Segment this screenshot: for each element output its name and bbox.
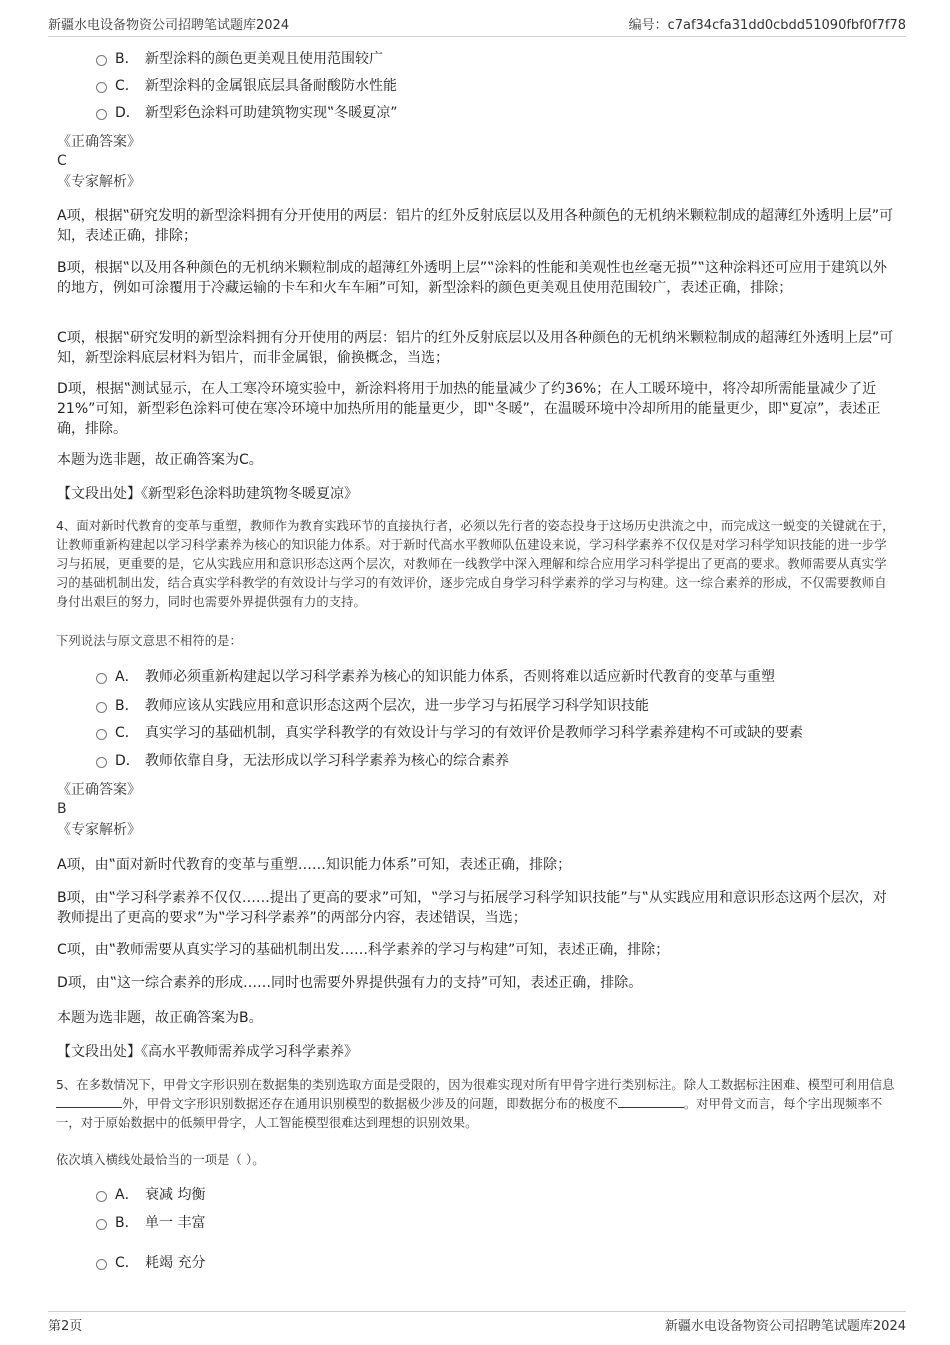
q3-conclusion: 本题为选非题，故正确答案为C。 [57, 452, 263, 468]
radio-icon[interactable] [96, 82, 107, 93]
q3-analysis-d: D项，根据‟测试显示，在人工寒冷环境实验中，新涂料将用于加热的能量减少了约36%；在人工暖环境中，将冷却所需能量减少了近21%”可知，新型彩色涂料可使在寒冷环境中加热所用的能量更少，即‟冬暖”，在温暖环境中冷却所用的能量更少，即‟夏凉”，表述正确，排除。 [57, 381, 881, 437]
footer-title: 新疆水电设备物资公司招聘笔试题库2024 [664, 1319, 906, 1334]
fill-blank-2 [618, 1095, 684, 1108]
q4-passage: 4、面对新时代教育的变革与重塑，教师作为教育实践环节的直接执行者，必须以先行者的姿态投身于这场历史洪流之中，而完成这一蜕变的关键就在于，让教师重新构建起以学习科学素养为核心的知识能力体系。对于新时代高水平教师队伍建设来说，学习科学素养不仅仅是对学习科学知识技能的进一步学习与拓展，更重要的是，它从实践应用和意识形态这两个层次，对教师在一线教学中深入理解和综合应用学习科学提出了更高的要求。教师需要从真实学习的基础机制出发，结合真实学科教学的有效设计与学习的有效评价，逐步完成自身学习科学素养的学习与构建。这一综合素养的形成，不仅需要教师自身付出艰巨的努力，同时也需要外界提供强有力的支持。 [56, 519, 895, 609]
fill-blank-1 [56, 1095, 122, 1108]
radio-icon[interactable] [96, 109, 107, 120]
radio-icon[interactable] [96, 55, 107, 66]
q4-option-b[interactable]: B． 教师应该从实践应用和意识形态这两个层次，进一步学习与拓展学习科学知识技能 [96, 697, 649, 715]
q3-answer: C [57, 153, 67, 169]
q3-option-d[interactable]: D． 新型彩色涂料可助建筑物实现‟冬暖夏凉” [96, 104, 398, 122]
page-header [48, 14, 906, 37]
q5-option-a[interactable]: A． 衰减 均衡 [96, 1186, 205, 1204]
q3-analysis-title: 《专家解析》 [57, 174, 141, 190]
q4-analysis-b: B项，由‟学习科学素养不仅仅……提出了更高的要求”可知，‟学习与拓展学习科学知识技能”与‟从实践应用和意识形态这两个层次，对教师提出了更高的要求”为‟学习科学素养”的两部分内容，表述错误，当选； [57, 890, 887, 926]
page-footer [48, 1311, 906, 1334]
radio-icon[interactable] [96, 757, 107, 768]
radio-icon[interactable] [96, 1191, 107, 1202]
q4-analysis-title: 《专家解析》 [57, 822, 141, 838]
q4-answer-title: 《正确答案》 [57, 782, 141, 798]
radio-icon[interactable] [96, 673, 107, 684]
q4-option-c[interactable]: C． 真实学习的基础机制，真实学科教学的有效设计与学习的有效评价是教师学习科学素养建构不可或缺的要素 [96, 724, 803, 742]
q4-answer: B [57, 801, 67, 817]
q5-question: 依次填入横线处最恰当的一项是（ ）。 [56, 1153, 265, 1167]
q4-question: 下列说法与原文意思不相符的是： [56, 634, 242, 648]
q3-analysis-c: C项，根据‟研究发明的新型涂料拥有分开使用的两层：铝片的红外反射底层以及用各种颜色的无机纳米颗粒制成的超薄红外透明上层”可知，新型涂料底层材料为铝片，而非金属银，偷换概念，当选； [57, 330, 894, 366]
q4-option-a[interactable]: A． 教师必须重新构建起以学习科学素养为核心的知识能力体系，否则将难以适应新时代教育的变革与重塑 [96, 668, 775, 686]
header-title: 新疆水电设备物资公司招聘笔试题库2024 [48, 18, 290, 33]
q3-option-c[interactable]: C． 新型涂料的金属银底层具备耐酸防水性能 [96, 77, 397, 95]
q4-conclusion: 本题为选非题，故正确答案为B。 [57, 1010, 263, 1026]
page-number: 第2页 [48, 1319, 83, 1334]
q3-option-b[interactable]: B． 新型涂料的颜色更美观且使用范围较广 [96, 50, 383, 68]
q3-analysis-b: B项，根据‟以及用各种颜色的无机纳米颗粒制成的超薄红外透明上层”‟涂料的性能和美观性也丝毫无损”‟这种涂料还可应用于建筑以外的地方，例如可涂覆用于冷藏运输的卡车和火车车厢”可知，新型涂料的颜色更美观且使用范围较广，表述正确，排除； [57, 260, 887, 296]
radio-icon[interactable] [96, 729, 107, 740]
radio-icon[interactable] [96, 1259, 107, 1270]
q3-analysis-a: A项，根据‟研究发明的新型涂料拥有分开使用的两层：铝片的红外反射底层以及用各种颜色的无机纳米颗粒制成的超薄红外透明上层”可知，表述正确，排除； [57, 208, 894, 244]
q4-analysis-d: D项，由‟这一综合素养的形成……同时也需要外界提供强有力的支持”可知，表述正确，排除。 [57, 975, 643, 991]
q4-source: 【文段出处】《高水平教师需养成学习科学素养》 [57, 1044, 358, 1060]
q5-option-b[interactable]: B． 单一 丰富 [96, 1214, 205, 1232]
q5-option-c[interactable]: C． 耗竭 充分 [96, 1254, 205, 1272]
q4-analysis-a: A项，由‟面对新时代教育的变革与重塑……知识能力体系”可知，表述正确，排除； [57, 857, 572, 873]
q3-source: 【文段出处】《新型彩色涂料助建筑物冬暖夏凉》 [57, 486, 358, 502]
q3-answer-title: 《正确答案》 [57, 134, 141, 150]
radio-icon[interactable] [96, 702, 107, 713]
q5-passage: 5、在多数情况下，甲骨文字形识别在数据集的类别选取方面是受限的，因为很难实现对所有甲骨字进行类别标注。除人工数据标注困难、模型可利用信息外，甲骨文字形识别数据还存在通用识别模型的数据极少涉及的问题，即数据分布的极度不 。对甲骨文而言，每个字出现频率不一，对于原始数据中的低频甲骨字，人工智能模型很难达到理想的识别效果。 [56, 1078, 895, 1130]
header-doc-id: 编号：c7af34cfa31dd0cbdd51090fbf0f7f78 [628, 18, 906, 33]
q4-analysis-c: C项，由‟教师需要从真实学习的基础机制出发……科学素养的学习与构建”可知，表述正确，排除； [57, 942, 670, 958]
q4-option-d[interactable]: D． 教师依靠自身，无法形成以学习科学素养为核心的综合素养 [96, 752, 509, 770]
radio-icon[interactable] [96, 1219, 107, 1230]
